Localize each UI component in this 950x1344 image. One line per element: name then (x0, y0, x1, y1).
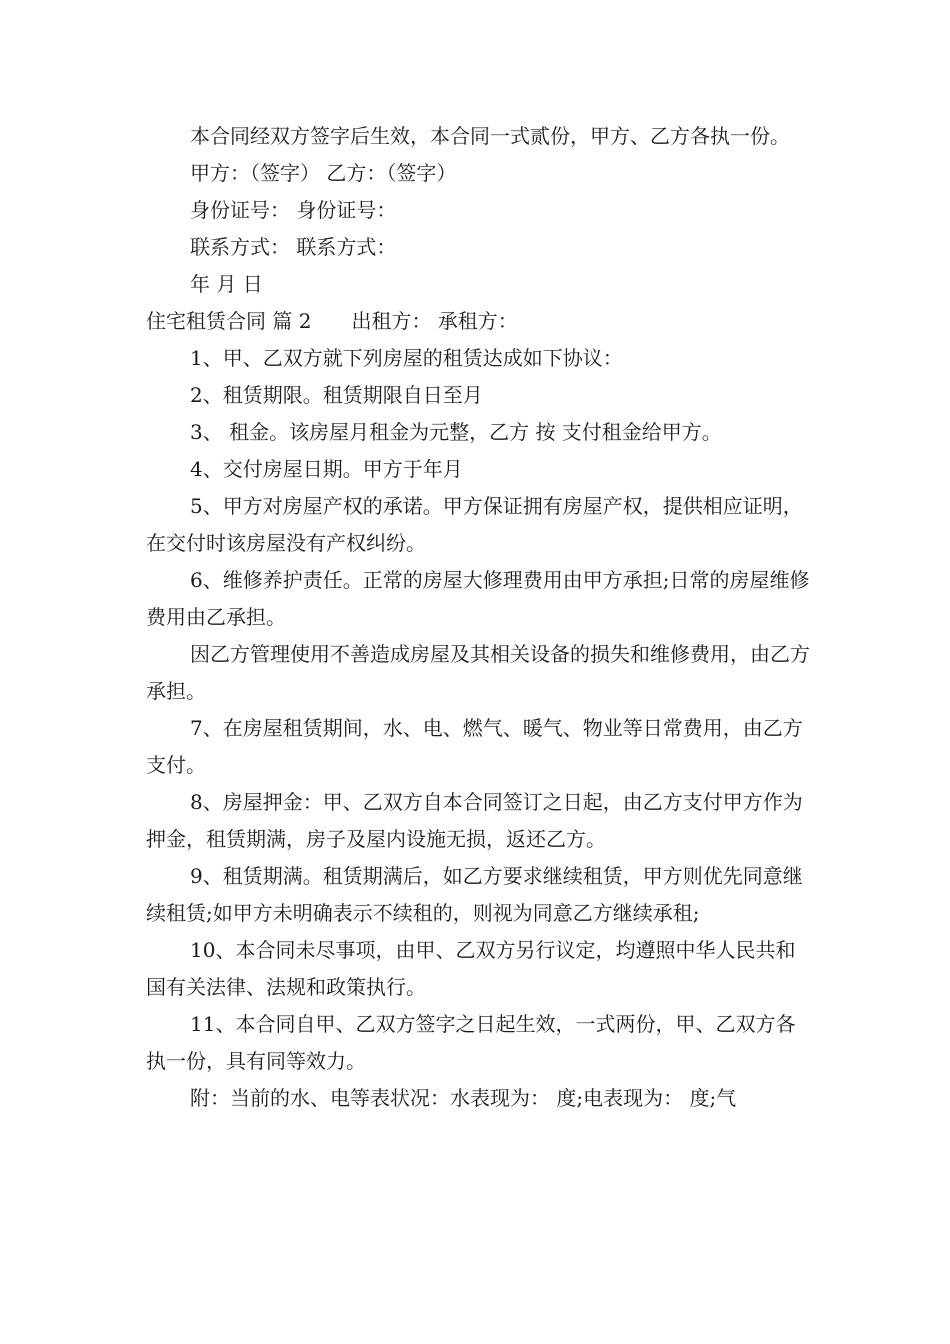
section-heading (146, 303, 814, 340)
paragraph-signatures: 甲方：（签字） 乙方：（签字） (190, 161, 457, 185)
document-body (146, 118, 814, 1117)
clause-4: 4、交付房屋日期。甲方于年月 (190, 457, 463, 481)
clause-9: 9、租赁期满。租赁期满后，如乙方要求继续租赁，甲方则优先同意继续租赁;如甲方未明确表示不续租的，则视为同意乙方继续承租; (146, 864, 803, 925)
clause-8: 8、房屋押金：甲、乙双方自本合同签订之日起，由乙方支付甲方作为押金，租赁期满，房子及屋内设施无损，返还乙方。 (146, 790, 803, 851)
clause-6-supplement: 因乙方管理使用不善造成房屋及其相关设备的损失和维修费用，由乙方承担。 (146, 642, 810, 703)
appendix-meters: 附：当前的水、电等表状况：水表现为： 度;电表现为： 度;气 (190, 1086, 737, 1110)
clause-7: 7、在房屋租赁期间，水、电、燃气、暖气、物业等日常费用，由乙方支付。 (146, 716, 803, 777)
section-title: 住宅租赁合同 篇 2 (146, 309, 312, 333)
clause-11: 11、本合同自甲、乙双方签字之日起生效，一式两份，甲、乙双方各执一份，具有同等效力。 (146, 1012, 796, 1073)
section-parties: 出租方： 承租方： (351, 309, 518, 333)
clause-5: 5、甲方对房屋产权的承诺。甲方保证拥有房屋产权，提供相应证明，在交付时该房屋没有产权纠纷。 (146, 494, 803, 555)
paragraph-date: 年 月 日 (190, 272, 263, 296)
clause-6: 6、维修养护责任。正常的房屋大修理费用由甲方承担;日常的房屋维修费用由乙承担。 (146, 568, 810, 629)
clause-3: 3、 租金。该房屋月租金为元整，乙方 按 支付租金给甲方。 (190, 420, 722, 444)
paragraph-contacts: 联系方式： 联系方式： (190, 235, 397, 259)
clause-10: 10、本合同未尽事项，由甲、乙双方另行议定，均遵照中华人民共和国有关法律、法规和政策执行。 (146, 938, 796, 999)
clause-2: 2、租赁期限。租赁期限自日至月 (190, 383, 483, 407)
paragraph-id-numbers: 身份证号： 身份证号： (190, 198, 397, 222)
clause-1: 1、甲、乙双方就下列房屋的租赁达成如下协议： (190, 346, 623, 370)
paragraph-effect: 本合同经双方签字后生效，本合同一式贰份，甲方、乙方各执一份。 (190, 124, 790, 148)
